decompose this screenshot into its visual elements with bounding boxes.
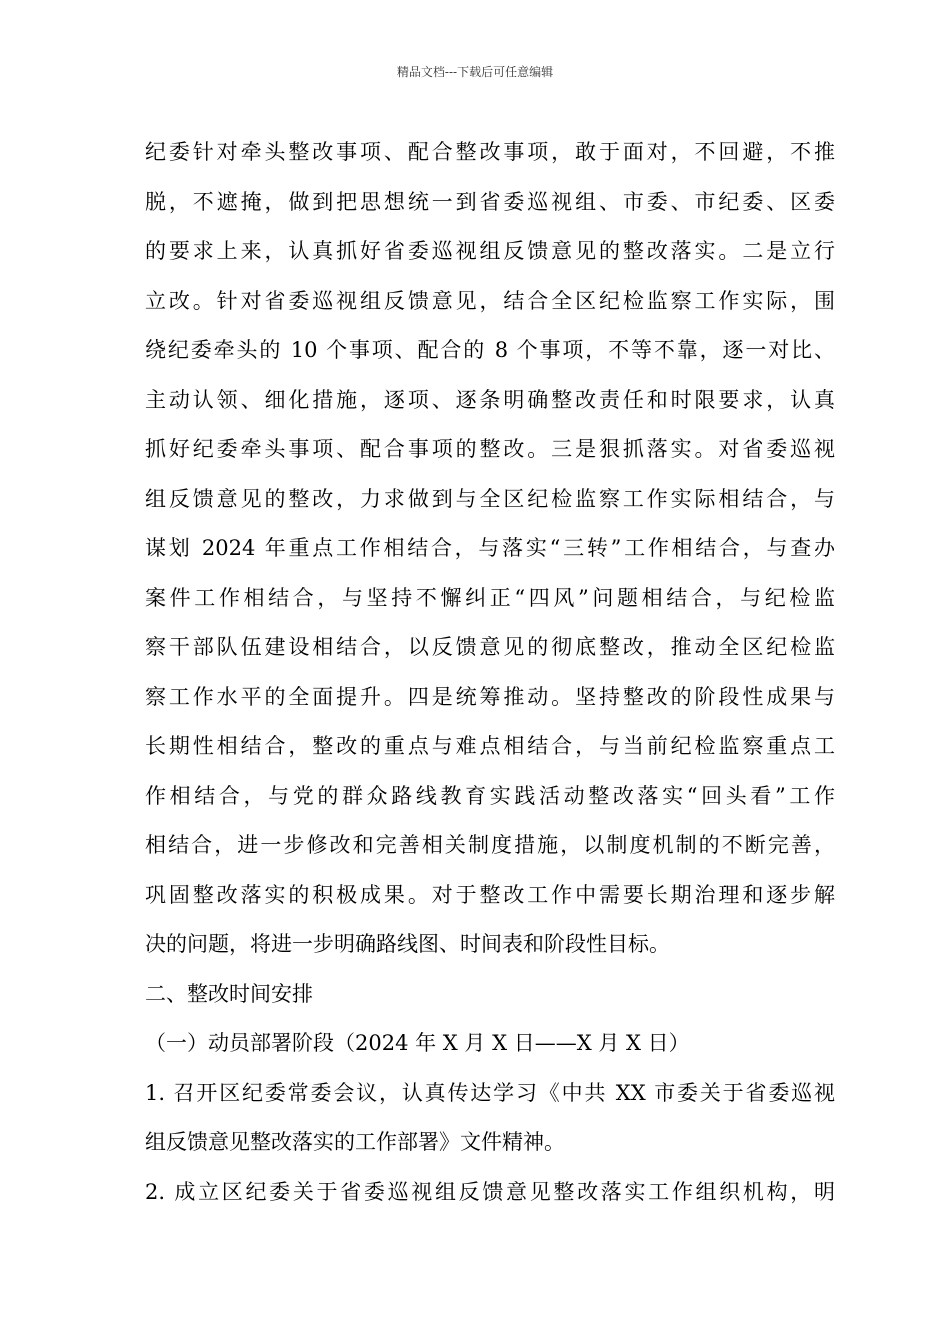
paragraph-line: 脱，不遮掩，做到把思想统一到省委巡视组、市委、市纪委、区委 (145, 189, 835, 214)
paragraph-line: 巩固整改落实的积极成果。对于整改工作中需要长期治理和逐步解 (145, 882, 835, 907)
paragraph-line: 察工作水平的全面提升。四是统筹推动。坚持整改的阶段性成果与 (145, 684, 835, 709)
paragraph-line: 谋划 2024 年重点工作相结合，与落实“三转”工作相结合，与查办 (145, 536, 835, 560)
document-body (145, 128, 835, 1217)
paragraph-line: 抓好纪委牵头事项、配合事项的整改。三是狠抓落实。对省委巡视 (145, 437, 835, 461)
paragraph-line: 察干部队伍建设相结合，以反馈意见的彻底整改，推动全区纪检监 (145, 635, 835, 659)
list-item: 2. 成立区纪委关于省委巡视组反馈意见整改落实工作组织机构，明 (145, 1179, 835, 1204)
subsection-heading: （一）动员部署阶段（2024 年 X 月 X 日——X 月 X 日） (145, 1031, 690, 1055)
paragraph-line: 绕纪委牵头的 10 个事项、配合的 8 个事项，不等不靠，逐一对比、 (145, 338, 835, 362)
paragraph-line: 组反馈意见的整改，力求做到与全区纪检监察工作实际相结合，与 (145, 486, 835, 511)
paragraph-line: 案件工作相结合，与坚持不懈纠正“四风”问题相结合，与纪检监 (145, 585, 835, 610)
paragraph-line: 立改。针对省委巡视组反馈意见，结合全区纪检监察工作实际，围 (145, 288, 835, 313)
section-heading: 二、整改时间安排 (145, 981, 313, 1006)
paragraph-line: 长期性相结合，整改的重点与难点相结合，与当前纪检监察重点工 (145, 734, 835, 758)
paragraph-line: 的要求上来，认真抓好省委巡视组反馈意见的整改落实。二是立行 (145, 239, 835, 263)
paragraph-line: 决的问题，将进一步明确路线图、时间表和阶段性目标。 (145, 932, 670, 956)
paragraph-line: 纪委针对牵头整改事项、配合整改事项，敢于面对，不回避，不推 (145, 140, 835, 164)
list-item: 1. 召开区纪委常委会议，认真传达学习《中共 XX 市委关于省委巡视 (145, 1080, 835, 1105)
paragraph-line: 主动认领、细化措施，逐项、逐条明确整改责任和时限要求，认真 (145, 387, 835, 412)
paragraph-line: 作相结合，与党的群众路线教育实践活动整改落实“回头看”工作 (145, 783, 835, 808)
list-item: 组反馈意见整改落实的工作部署》文件精神。 (145, 1130, 565, 1154)
paragraph-line: 相结合，进一步修改和完善相关制度措施，以制度机制的不断完善， (145, 833, 835, 857)
page-header: 精品文档---下载后可任意编辑 (396, 65, 554, 79)
